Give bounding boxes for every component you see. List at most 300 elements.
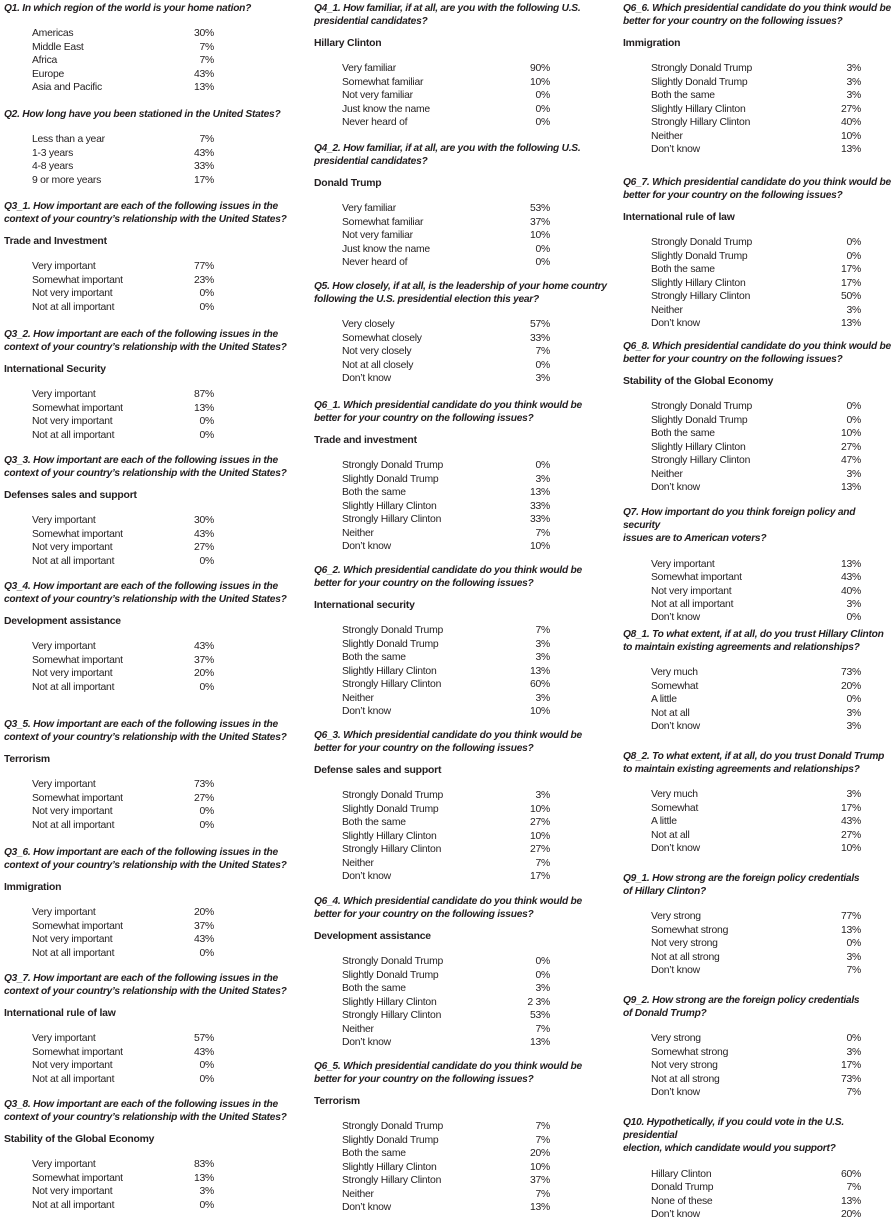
answer-row — [342, 89, 614, 102]
answer-label: Don’t know — [651, 612, 700, 624]
answer-percent: 13% — [840, 144, 861, 156]
answer-label: Slightly Donald Trump — [342, 638, 439, 650]
answer-row — [651, 611, 891, 624]
answer-row — [342, 459, 614, 472]
answer-percent: 0% — [199, 806, 214, 818]
question-subtitle: Trade and investment — [314, 435, 417, 447]
question-title: Q3_5. How important are each of the following issues in the context of your country’s relationship with the United States? — [4, 719, 287, 744]
answer-label: Very important — [32, 261, 96, 273]
answer-row — [342, 665, 614, 678]
answer-list — [623, 236, 891, 330]
answer-label: Not very important — [32, 934, 113, 946]
answer-label: Slightly Donald Trump — [342, 1134, 439, 1146]
answer-label: 4-8 years — [32, 161, 74, 173]
answer-percent: 0% — [199, 1073, 214, 1085]
answer-percent: 0% — [846, 612, 861, 624]
answer-row — [342, 473, 614, 486]
answer-percent: 3% — [535, 473, 550, 485]
question-title: Q4_2. How familiar, if at all, are you with the following U.S. presidential candidates? — [314, 143, 581, 168]
answer-percent: 0% — [535, 359, 550, 371]
answer-row — [651, 910, 891, 923]
answer-row — [342, 1174, 614, 1187]
question-subtitle: Immigration — [4, 882, 62, 894]
answer-list — [314, 202, 614, 269]
answer-label: Not very strong — [651, 938, 718, 950]
answer-label: Don’t know — [342, 1202, 391, 1214]
answer-row — [32, 287, 304, 300]
answer-percent: 83% — [193, 1159, 214, 1171]
answer-row — [32, 41, 304, 54]
answer-percent: 17% — [840, 277, 861, 289]
answer-percent: 60% — [840, 1168, 861, 1180]
answer-label: 9 or more years — [32, 174, 102, 186]
answer-row — [651, 1181, 891, 1194]
answer-row — [342, 969, 614, 982]
question-subtitle: International security — [314, 600, 415, 612]
question-title: Q6_5. Which presidential candidate do you think would be better for your country on the following issues? — [314, 1061, 582, 1086]
answer-list — [4, 1158, 304, 1212]
answer-label: Strongly Donald Trump — [342, 790, 444, 802]
answer-row — [651, 1073, 891, 1086]
answer-row — [342, 870, 614, 883]
answer-percent: 40% — [840, 117, 861, 129]
answer-label: Don’t know — [342, 541, 391, 553]
answer-percent: 37% — [529, 1175, 550, 1187]
answer-label: Very much — [651, 789, 698, 801]
question-block — [314, 895, 614, 1050]
answer-row — [651, 707, 891, 720]
answer-percent: 73% — [840, 667, 861, 679]
question-title: Q6_4. Which presidential candidate do you think would be better for your country on the following issues? — [314, 896, 582, 921]
answer-percent: 3% — [846, 468, 861, 480]
question-title: Q5. How closely, if at all, is the leadership of your home country following the U.S. presidential election this year? — [314, 281, 607, 306]
answer-percent: 13% — [193, 82, 214, 94]
question-title: Q6_7. Which presidential candidate do you think would be better for your country on the following issues? — [623, 177, 891, 202]
answer-list — [623, 788, 891, 855]
answer-label: Somewhat important — [32, 274, 123, 286]
answer-row — [342, 1147, 614, 1160]
question-title: Q3_7. How important are each of the following issues in the context of your country’s relationship with the United States? — [4, 973, 287, 998]
answer-row — [651, 103, 891, 116]
question-title: Q8_2. To what extent, if at all, do you trust Donald Trump to maintain existing agreements and relationships? — [623, 751, 885, 776]
answer-percent: 7% — [535, 1188, 550, 1200]
answer-row — [32, 778, 304, 791]
answer-percent: 77% — [840, 911, 861, 923]
answer-percent: 0% — [846, 250, 861, 262]
answer-row — [32, 68, 304, 81]
answer-percent: 27% — [193, 792, 214, 804]
answer-label: Slightly Donald Trump — [342, 969, 439, 981]
answer-list — [314, 62, 614, 129]
answer-percent: 33% — [529, 514, 550, 526]
answer-row — [651, 558, 891, 571]
question-block — [314, 142, 614, 270]
answer-row — [651, 414, 891, 427]
question-block — [4, 580, 304, 694]
answer-percent: 3% — [846, 951, 861, 963]
answer-list — [623, 1032, 891, 1099]
answer-percent: 3% — [535, 692, 550, 704]
answer-percent: 7% — [535, 1121, 550, 1133]
answer-label: Strongly Donald Trump — [651, 401, 753, 413]
answer-list — [4, 514, 304, 568]
answer-label: Somewhat important — [32, 402, 123, 414]
answer-row — [651, 829, 891, 842]
question-block — [623, 340, 891, 495]
answer-percent: 10% — [529, 1161, 550, 1173]
answer-percent: 0% — [846, 938, 861, 950]
answer-label: A little — [651, 816, 677, 828]
question-subtitle: Immigration — [623, 38, 681, 50]
answer-percent: 13% — [840, 924, 861, 936]
answer-row — [651, 693, 891, 706]
answer-percent: 0% — [199, 1060, 214, 1072]
answer-row — [32, 388, 304, 401]
answer-row — [32, 174, 304, 187]
answer-percent: 10% — [529, 230, 550, 242]
answer-row — [342, 318, 614, 331]
answer-percent: 0% — [846, 694, 861, 706]
answer-row — [651, 481, 891, 494]
answer-percent: 0% — [199, 416, 214, 428]
answer-label: Not at all strong — [651, 951, 720, 963]
answer-label: Don’t know — [651, 144, 700, 156]
answer-row — [651, 1046, 891, 1059]
answer-row — [32, 147, 304, 160]
answer-percent: 27% — [529, 817, 550, 829]
answer-label: Not at all important — [32, 819, 115, 831]
question-block — [623, 2, 891, 157]
answer-percent: 13% — [529, 1202, 550, 1214]
answer-row — [32, 1032, 304, 1045]
answer-row — [651, 924, 891, 937]
answer-label: Very important — [651, 558, 715, 570]
answer-row — [32, 640, 304, 653]
answer-row — [342, 982, 614, 995]
answer-label: Don’t know — [651, 843, 700, 855]
answer-label: Both the same — [342, 1148, 406, 1160]
answer-percent: 23% — [193, 274, 214, 286]
answer-percent: 53% — [529, 203, 550, 215]
answer-percent: 3% — [535, 790, 550, 802]
answer-percent: 0% — [199, 429, 214, 441]
answer-row — [651, 143, 891, 156]
answer-list — [314, 789, 614, 883]
answer-row — [342, 243, 614, 256]
answer-label: Neither — [342, 857, 374, 869]
answer-label: Americas — [32, 28, 74, 40]
answer-label: Not very strong — [651, 1060, 718, 1072]
answer-label: Both the same — [651, 264, 715, 276]
answer-percent: 20% — [840, 680, 861, 692]
answer-percent: 30% — [193, 28, 214, 40]
answer-row — [651, 290, 891, 303]
question-title: Q8_1. To what extent, if at all, do you trust Hillary Clinton to maintain existing agreements and relationships? — [623, 629, 884, 654]
answer-label: Very strong — [651, 1033, 701, 1045]
answer-percent: 33% — [193, 161, 214, 173]
answer-label: Both the same — [342, 817, 406, 829]
answer-label: Not at all important — [651, 598, 734, 610]
answer-percent: 10% — [529, 830, 550, 842]
answer-percent: 3% — [535, 983, 550, 995]
answer-percent: 3% — [535, 373, 550, 385]
answer-row — [342, 651, 614, 664]
answer-label: Middle East — [32, 41, 84, 53]
answer-label: Not very familiar — [342, 90, 413, 102]
answer-label: Slightly Donald Trump — [651, 250, 748, 262]
answer-percent: 73% — [193, 779, 214, 791]
answer-percent: 27% — [193, 542, 214, 554]
answer-label: Not at all closely — [342, 359, 414, 371]
answer-label: Donald Trump — [651, 1182, 714, 1194]
answer-label: Don’t know — [651, 721, 700, 733]
answer-label: Just know the name — [342, 103, 430, 115]
answer-label: Somewhat important — [32, 1046, 123, 1058]
question-block — [314, 280, 614, 386]
answer-list — [623, 666, 891, 733]
answer-percent: 10% — [529, 76, 550, 88]
question-title: Q2. How long have you been stationed in the United States? — [4, 109, 281, 120]
answer-label: Don’t know — [342, 1037, 391, 1049]
answer-label: Don’t know — [342, 871, 391, 883]
answer-row — [32, 1172, 304, 1185]
answer-row — [342, 486, 614, 499]
answer-row — [651, 1208, 891, 1221]
answer-row — [32, 415, 304, 428]
question-title: Q3_8. How important are each of the following issues in the context of your country’s relationship with the United States? — [4, 1099, 287, 1124]
answer-percent: 10% — [840, 428, 861, 440]
answer-list — [4, 27, 304, 94]
answer-label: Not at all important — [32, 681, 115, 693]
answer-percent: 0% — [199, 819, 214, 831]
answer-row — [651, 1168, 891, 1181]
question-subtitle: International Security — [4, 364, 106, 376]
answer-label: Slightly Donald Trump — [342, 473, 439, 485]
answer-label: Slightly Hillary Clinton — [342, 665, 437, 677]
answer-label: Not at all important — [32, 947, 115, 959]
answer-label: Slightly Hillary Clinton — [651, 277, 746, 289]
question-title: Q6_2. Which presidential candidate do you think would be better for your country on the following issues? — [314, 565, 582, 590]
answer-percent: 3% — [535, 638, 550, 650]
answer-percent: 0% — [535, 117, 550, 129]
answer-row — [342, 1120, 614, 1133]
answer-label: Slightly Donald Trump — [342, 803, 439, 815]
answer-percent: 33% — [529, 332, 550, 344]
answer-list — [4, 640, 304, 694]
answer-row — [32, 1185, 304, 1198]
answer-label: Hillary Clinton — [651, 1168, 712, 1180]
answer-row — [651, 598, 891, 611]
answer-row — [32, 555, 304, 568]
answer-percent: 10% — [529, 706, 550, 718]
answer-row — [651, 585, 891, 598]
answer-percent: 43% — [193, 528, 214, 540]
answer-label: Very important — [32, 907, 96, 919]
answer-row — [651, 454, 891, 467]
answer-percent: 43% — [193, 934, 214, 946]
answer-label: Not at all important — [32, 555, 115, 567]
answer-row — [651, 277, 891, 290]
question-block — [314, 729, 614, 884]
answer-label: Never heard of — [342, 257, 408, 269]
answer-row — [651, 1032, 891, 1045]
answer-label: Not at all important — [32, 1073, 115, 1085]
question-title: Q3_3. How important are each of the following issues in the context of your country’s relationship with the United States? — [4, 455, 287, 480]
answer-label: Somewhat — [651, 802, 699, 814]
answer-label: Somewhat closely — [342, 332, 422, 344]
answer-row — [32, 133, 304, 146]
answer-row — [342, 955, 614, 968]
answer-percent: 3% — [846, 304, 861, 316]
answer-percent: 3% — [846, 1046, 861, 1058]
answer-label: Somewhat important — [32, 654, 123, 666]
answer-row — [651, 263, 891, 276]
answer-row — [32, 681, 304, 694]
answer-row — [342, 857, 614, 870]
answer-row — [342, 513, 614, 526]
answer-percent: 53% — [529, 1010, 550, 1022]
answer-label: Don’t know — [342, 373, 391, 385]
answer-label: Slightly Donald Trump — [651, 76, 748, 88]
answer-percent: 0% — [535, 90, 550, 102]
answer-percent: 10% — [529, 541, 550, 553]
answer-percent: 3% — [846, 721, 861, 733]
answer-percent: 27% — [529, 844, 550, 856]
answer-row — [342, 540, 614, 553]
answer-percent: 7% — [846, 1182, 861, 1194]
answer-label: Strongly Hillary Clinton — [342, 1175, 442, 1187]
question-block — [314, 399, 614, 554]
answer-row — [342, 1161, 614, 1174]
answer-percent: 3% — [846, 76, 861, 88]
question-subtitle: Trade and Investment — [4, 236, 107, 248]
answer-row — [342, 705, 614, 718]
answer-row — [32, 528, 304, 541]
answer-percent: 0% — [199, 301, 214, 313]
answer-label: Slightly Hillary Clinton — [342, 996, 437, 1008]
answer-percent: 43% — [193, 147, 214, 159]
answer-row — [32, 1046, 304, 1059]
answer-row — [32, 1158, 304, 1171]
answer-percent: 37% — [529, 216, 550, 228]
answer-label: Not very important — [32, 668, 113, 680]
answer-row — [32, 301, 304, 314]
question-block — [4, 972, 304, 1086]
question-block — [623, 994, 891, 1100]
answer-row — [342, 103, 614, 116]
answer-label: Both the same — [342, 652, 406, 664]
answer-label: Don’t know — [651, 1208, 700, 1220]
answer-percent: 10% — [840, 130, 861, 142]
answer-label: Neither — [342, 527, 374, 539]
question-block — [4, 846, 304, 960]
answer-row — [651, 1195, 891, 1208]
question-block — [4, 108, 304, 187]
answer-label: Somewhat — [651, 680, 699, 692]
answer-list — [623, 62, 891, 156]
answer-percent: 47% — [840, 455, 861, 467]
answer-percent: 0% — [535, 956, 550, 968]
question-subtitle: Stability of the Global Economy — [4, 1134, 155, 1146]
answer-percent: 3% — [535, 652, 550, 664]
answer-percent: 17% — [840, 264, 861, 276]
answer-percent: 20% — [529, 1148, 550, 1160]
answer-row — [32, 54, 304, 67]
answer-percent: 17% — [529, 871, 550, 883]
answer-row — [342, 1009, 614, 1022]
answer-percent: 7% — [846, 965, 861, 977]
answer-percent: 57% — [529, 319, 550, 331]
answer-label: None of these — [651, 1195, 713, 1207]
answer-row — [651, 951, 891, 964]
answer-label: Very important — [32, 389, 96, 401]
answer-row — [342, 345, 614, 358]
answer-list — [623, 1168, 891, 1221]
answer-percent: 7% — [199, 41, 214, 53]
answer-label: Neither — [342, 1188, 374, 1200]
answer-percent: 27% — [840, 829, 861, 841]
answer-percent: 0% — [535, 103, 550, 115]
answer-row — [32, 514, 304, 527]
answer-row — [342, 1201, 614, 1214]
answer-row — [342, 116, 614, 129]
answer-label: Somewhat important — [651, 572, 742, 584]
answer-percent: 30% — [193, 515, 214, 527]
answer-label: Very strong — [651, 911, 701, 923]
answer-row — [651, 1086, 891, 1099]
answer-label: Strongly Donald Trump — [651, 63, 753, 75]
answer-label: Very familiar — [342, 63, 396, 75]
answer-row — [651, 76, 891, 89]
answer-label: Not very important — [32, 806, 113, 818]
answer-percent: 27% — [840, 441, 861, 453]
question-title: Q6_8. Which presidential candidate do you think would be better for your country on the following issues? — [623, 341, 891, 366]
answer-row — [342, 1036, 614, 1049]
answer-row — [651, 815, 891, 828]
answer-percent: 43% — [840, 572, 861, 584]
answer-label: Not very closely — [342, 346, 412, 358]
answer-percent: 2 3% — [527, 996, 550, 1008]
answer-percent: 7% — [535, 346, 550, 358]
answer-label: Not very familiar — [342, 230, 413, 242]
answer-row — [342, 332, 614, 345]
question-title: Q3_6. How important are each of the following issues in the context of your country’s relationship with the United States? — [4, 847, 287, 872]
answer-label: Not at all strong — [651, 1073, 720, 1085]
answer-percent: 17% — [840, 802, 861, 814]
answer-percent: 13% — [840, 318, 861, 330]
answer-row — [651, 802, 891, 815]
answer-percent: 43% — [193, 68, 214, 80]
answer-row — [342, 803, 614, 816]
answer-label: Never heard of — [342, 117, 408, 129]
question-title: Q9_2. How strong are the foreign policy credentials of Donald Trump? — [623, 995, 860, 1020]
answer-list — [4, 388, 304, 442]
answer-row — [651, 317, 891, 330]
answer-percent: 0% — [846, 237, 861, 249]
answer-row — [32, 792, 304, 805]
answer-row — [342, 843, 614, 856]
answer-label: Very important — [32, 515, 96, 527]
answer-label: Not very important — [651, 585, 732, 597]
answer-row — [651, 964, 891, 977]
answer-label: Strongly Hillary Clinton — [342, 1010, 442, 1022]
answer-label: Both the same — [342, 487, 406, 499]
answer-label: Neither — [651, 468, 683, 480]
question-block — [4, 200, 304, 314]
answer-row — [32, 1199, 304, 1212]
answer-percent: 0% — [199, 555, 214, 567]
answer-label: Very important — [32, 641, 96, 653]
